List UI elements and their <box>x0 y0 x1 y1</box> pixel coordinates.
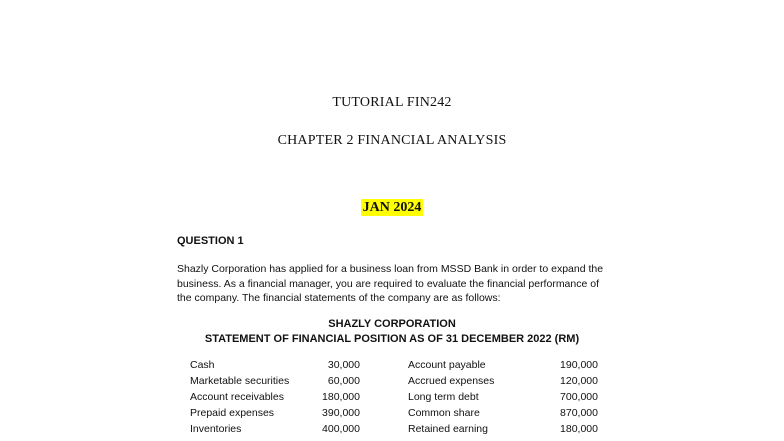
liability-value: 700,000 <box>560 391 598 403</box>
liability-label: Long term debt <box>408 391 479 403</box>
liability-label: Retained earning <box>408 423 488 435</box>
liability-value: 870,000 <box>560 407 598 419</box>
table-row <box>0 407 784 423</box>
table-row <box>0 375 784 391</box>
liability-value: 190,000 <box>560 359 598 371</box>
asset-label: Marketable securities <box>190 375 290 387</box>
asset-label: Inventories <box>190 423 242 435</box>
asset-value: 390,000 <box>322 407 360 419</box>
asset-label: Account receivables <box>190 391 284 403</box>
liability-label: Account payable <box>408 359 486 371</box>
question-label: QUESTION 1 <box>177 235 244 247</box>
paragraph-line: Shazly Corporation has applied for a business loan from MSSD Bank in order to expand the <box>177 263 604 275</box>
session-highlight: JAN 2024 <box>362 200 422 215</box>
document-title: TUTORIAL FIN242 <box>332 95 452 110</box>
asset-label: Prepaid expenses <box>190 407 275 419</box>
chapter-title: CHAPTER 2 FINANCIAL ANALYSIS <box>277 133 507 148</box>
asset-value: 400,000 <box>322 423 360 435</box>
liability-label: Accrued expenses <box>408 375 495 387</box>
session-heading <box>0 200 784 216</box>
asset-label: Cash <box>190 359 215 371</box>
table-row <box>0 391 784 407</box>
liability-value: 180,000 <box>560 423 598 435</box>
asset-value: 60,000 <box>327 375 360 387</box>
liability-value: 120,000 <box>560 375 598 387</box>
paragraph-line: the company. The financial statements of the company are as follows: <box>177 292 501 304</box>
table-row <box>0 423 784 439</box>
liability-label: Common share <box>408 407 480 419</box>
statement-title: STATEMENT OF FINANCIAL POSITION AS OF 31 DECEMBER 2022 (RM) <box>204 333 580 345</box>
asset-value: 180,000 <box>322 391 360 403</box>
paragraph-line: business. As a financial manager, you are required to evaluate the financial performance of <box>177 277 600 290</box>
table-row <box>0 359 784 375</box>
question-paragraph <box>177 262 617 306</box>
asset-value: 30,000 <box>327 359 360 371</box>
company-name: SHAZLY CORPORATION <box>328 318 456 330</box>
